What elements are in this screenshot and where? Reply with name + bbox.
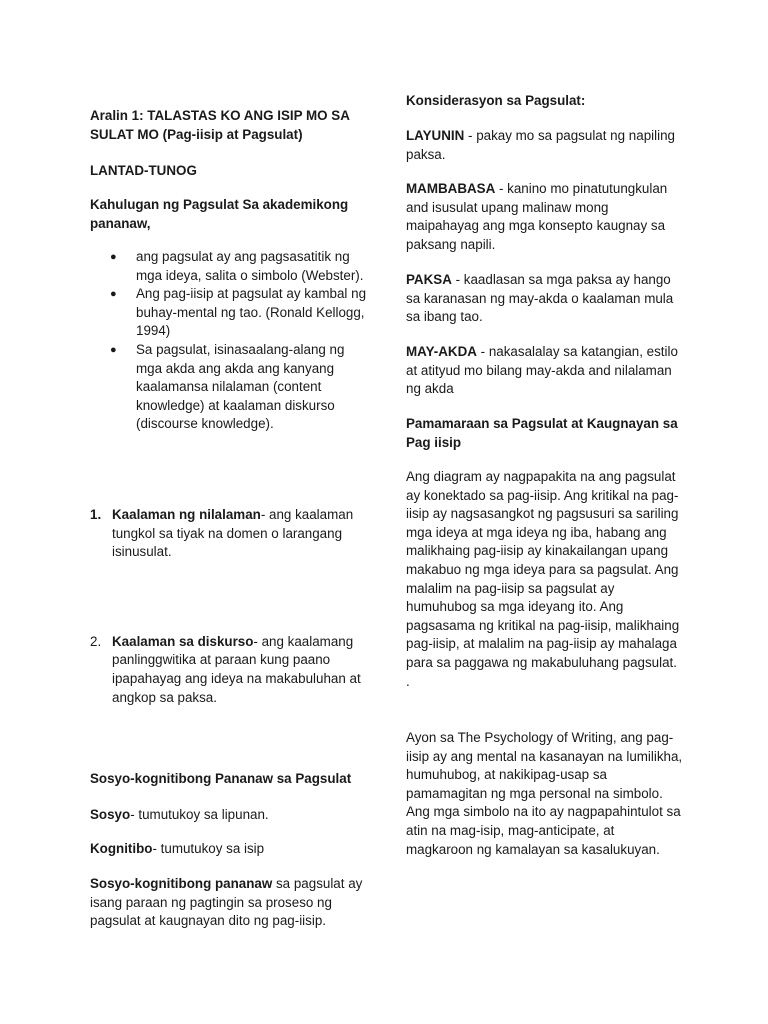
lantad-tunog-heading: LANTAD-TUNOG <box>90 163 197 178</box>
number-marker: 2. <box>90 633 102 649</box>
lesson-title: Aralin 1: TALASTAS KO ANG ISIP MO SA SULAT MO (Pag-iisip at Pagsulat) <box>90 108 350 142</box>
pamamaraan-heading: Pamamaraan sa Pagsulat at Kaugnayan sa Pag iisip <box>406 416 678 450</box>
left-column <box>90 0 370 929</box>
mambabasa-definition: MAMBABASA - kanino mo pinatutungkulan and isusulat upang malinaw mong maipahayag ang mga konsepto kaugnay sa paksang napili. <box>406 181 668 252</box>
bullet-dot: ● <box>110 343 117 356</box>
numbered-item-2 <box>90 633 370 707</box>
bullet-dot: ● <box>110 288 117 301</box>
sosyo-kognitibo-definition: Sosyo-kognitibong pananaw sa pagsulat ay isang paraan ng pagtingin sa proseso ng pagsulat at kaugnayan dito ng pag-iisip. <box>90 876 363 929</box>
number-marker: 1. <box>90 507 102 522</box>
numbered-term: Kaalaman sa diskurso <box>112 633 254 649</box>
numbered-text: - ang kaalaman tungkol sa tiyak na domen o larangang isinusulat. <box>112 507 354 560</box>
numbered-item-1 <box>90 506 370 562</box>
konsiderasyon-heading: Konsiderasyon sa Pagsulat: <box>406 93 586 108</box>
bullet-dot: ● <box>110 251 117 263</box>
bullet-item: ● Ang pag-iisip at pagsulat ay kambal ng buhay-mental ng tao. (Ronald Kellogg, 1994) <box>110 286 367 339</box>
kahulugan-heading: Kahulugan ng Pagsulat Sa akademikong pananaw, <box>90 197 349 231</box>
sosyo-definition: Sosyo- tumutukoy sa lipunan. <box>90 807 269 822</box>
bullet-item: ● Sa pagsulat, isinasaalang-alang ng mga akda ang akda ang kanyang kaalamansa nilalaman (content knowledge) at kaalaman diskurso (discourse knowledge). <box>110 341 345 432</box>
kognitibo-definition: Kognitibo- tumutukoy sa isip <box>90 841 265 856</box>
diagram-paragraph: Ang diagram ay nagpapakita na ang pagsulat ay konektado sa pag-iisip. Ang kritikal na pag-iisip ay nagsasangkot ng pagsusuri sa sariling mga ideya at mga ideya ng iba, habang ang malikhaing pag-iisip ay kinakailangan upang makabuo ng mga ideya para sa pagsulat. Ang malalim na pag-iisip sa pagsulat ay humuhubog sa mga ideyang ito. Ang pagsasama ng kritikal na pag-iisip, malikhaing pag-iisip, at malalim na pag-iisip ay mahalaga para sa paggawa ng makabuluhang pagsulat. . <box>406 469 680 689</box>
numbered-text: - ang kaalamang panlinggwitika at paraan kung paano ipapahayag ang ideya na makabuluhan at angkop sa paksa. <box>112 633 361 705</box>
psychology-of-writing-paragraph: Ayon sa The Psychology of Writing, ang pag-iisip ay ang mental na kasanayan na lumilikha, humuhubog, at nakikipag-usap sa pamamagitan ng mga personal na simbolo. Ang mga simbolo na ito ay nagpapahintulot sa atin na mag-isip, mag-anticipate, at magkaroon ng kamalayan sa kasalukuyan. <box>406 730 683 857</box>
definition-bullet-list <box>90 248 370 434</box>
sosyo-kognitibo-heading: Sosyo-kognitibong Pananaw sa Pagsulat <box>90 771 352 786</box>
paksa-definition: PAKSA - kaadlasan sa mga paksa ay hango sa karanasan ng may-akda o kaalaman mula sa ibang tao. <box>406 272 674 325</box>
numbered-term: Kaalaman ng nilalaman <box>112 507 261 522</box>
layunin-definition: LAYUNIN - pakay mo sa pagsulat ng napiling paksa. <box>406 128 675 162</box>
may-akda-definition: MAY-AKDA - nakasalalay sa katangian, estilo at atityud mo bilang may-akda and nilalaman ng akda <box>406 344 678 397</box>
bullet-item: ● ang pagsulat ay ang pagsasatitik ng mga ideya, salita o simbolo (Webster). <box>110 249 364 283</box>
